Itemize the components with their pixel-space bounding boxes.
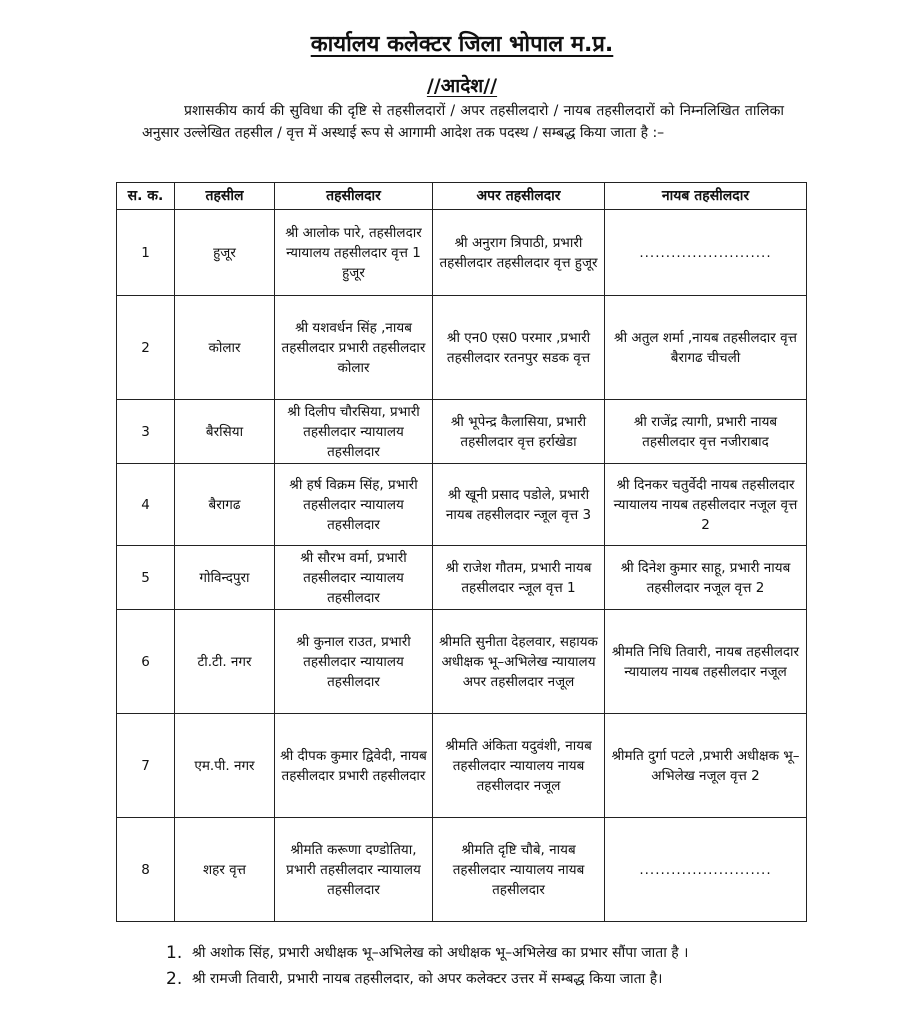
- table-row: [117, 714, 807, 818]
- serial-cell: 4: [117, 464, 175, 546]
- tehsildar-cell: श्री कुनाल राउत, प्रभारी तहसीलदार न्यायालय तहसीलदार: [275, 610, 433, 714]
- apar-tehsildar-cell: श्री खूनी प्रसाद पडोले, प्रभारी नायब तहसीलदार न्जूल वृत्त 3: [433, 464, 605, 546]
- apar-tehsildar-cell: श्री अनुराग त्रिपाठी, प्रभारी तहसीलदार तहसीलदार वृत्त हुजूर: [433, 210, 605, 296]
- header-serial: स. क.: [117, 183, 175, 210]
- tehsil-cell: एम.पी. नगर: [175, 714, 275, 818]
- nayab-tehsildar-cell: श्री दिनेश कुमार साहू, प्रभारी नायब तहसीलदार नजूल वृत्त 2: [605, 546, 807, 610]
- apar-tehsildar-cell: श्रीमति सुनीता देहलवार, सहायक अधीक्षक भू–अभिलेख न्यायालय अपर तहसीलदार नजूल: [433, 610, 605, 714]
- nayab-tehsildar-cell: श्री अतुल शर्मा ,नायब तहसीलदार वृत्त बैरागढ चीचली: [605, 296, 807, 400]
- nayab-tehsildar-cell: श्रीमति निधि तिवारी, नायब तहसीलदार न्यायालय नायब तहसीलदार नजूल: [605, 610, 807, 714]
- table-row: [117, 464, 807, 546]
- serial-cell: 3: [117, 400, 175, 464]
- tehsildar-cell: श्री दीपक कुमार द्विवेदी, नायब तहसीलदार प्रभारी तहसीलदार: [275, 714, 433, 818]
- tehsildar-cell: श्री हर्ष विक्रम सिंह, प्रभारी तहसीलदार न्यायालय तहसीलदार: [275, 464, 433, 546]
- tehsil-cell: गोविन्दपुरा: [175, 546, 275, 610]
- nayab-tehsildar-cell: श्री दिनकर चतुर्वेदी नायब तहसीलदार न्यायालय नायब तहसीलदार नजूल वृत्त 2: [605, 464, 807, 546]
- table-row: [117, 610, 807, 714]
- apar-tehsildar-cell: श्रीमति दृष्टि चौबे, नायब तहसीलदार न्यायालय नायब तहसीलदार: [433, 818, 605, 922]
- serial-cell: 6: [117, 610, 175, 714]
- table-header-row: [117, 183, 807, 210]
- nayab-tehsildar-cell: श्रीमति दुर्गा पटले ,प्रभारी अधीक्षक भू–अभिलेख नजूल वृत्त 2: [605, 714, 807, 818]
- apar-tehsildar-cell: श्रीमति अंकिता यदुवंशी, नायब तहसीलदार न्यायालय नायब तहसीलदार नजूल: [433, 714, 605, 818]
- serial-cell: 7: [117, 714, 175, 818]
- office-title: कार्यालय कलेक्टर जिला भोपाल म.प्र.: [310, 32, 614, 57]
- order-heading: //आदेश//: [426, 75, 498, 97]
- table-row: [117, 818, 807, 922]
- serial-cell: 8: [117, 818, 175, 922]
- table-row: [117, 210, 807, 296]
- nayab-tehsildar-cell: श्री राजेंद्र त्यागी, प्रभारी नायब तहसीलदार वृत्त नजीराबाद: [605, 400, 807, 464]
- note-text: श्री अशोक सिंह, प्रभारी अधीक्षक भू–अभिलेख को अधीक्षक भू–अभिलेख का प्रभार सौंपा जाता है ।: [192, 945, 689, 961]
- tehsil-cell: बैरागढ: [175, 464, 275, 546]
- header-tehsildar: तहसीलदार: [275, 183, 433, 210]
- note-text: श्री रामजी तिवारी, प्रभारी नायब तहसीलदार, को अपर कलेक्टर उत्तर में सम्बद्ध किया जाता है।: [192, 971, 663, 987]
- notes-list: [150, 942, 790, 994]
- note-number: 2.: [166, 969, 183, 989]
- nayab-tehsildar-cell: .........................: [605, 210, 807, 296]
- apar-tehsildar-cell: श्री राजेश गौतम, प्रभारी नायब तहसीलदार न्जूल वृत्त 1: [433, 546, 605, 610]
- allocation-table: [116, 182, 807, 922]
- tehsil-cell: शहर वृत्त: [175, 818, 275, 922]
- tehsildar-cell: श्री यशवर्धन सिंह ,नायब तहसीलदार प्रभारी तहसीलदार कोलार: [275, 296, 433, 400]
- apar-tehsildar-cell: श्री एन0 एस0 परमार ,प्रभारी तहसीलदार रतनपुर सडक वृत्त: [433, 296, 605, 400]
- intro-paragraph: प्रशासकीय कार्य की सुविधा की दृष्टि से तहसीलदारों / अपर तहसीलदारो / नायब तहसीलदारों को निम्नलिखित तालिका अनुसार उल्लेखित तहसील / वृत्त में अस्थाई रूप से आगामी आदेश तक पदस्थ / सम्बद्ध किया जाता है :–: [142, 103, 784, 141]
- tehsildar-cell: श्री आलोक पारे, तहसीलदार न्यायालय तहसीलदार वृत्त 1 हुजूर: [275, 210, 433, 296]
- tehsil-cell: बैरसिया: [175, 400, 275, 464]
- note-item: [150, 968, 790, 990]
- table-row: [117, 400, 807, 464]
- tehsildar-cell: श्री सौरभ वर्मा, प्रभारी तहसीलदार न्यायालय तहसीलदार: [275, 546, 433, 610]
- table-row: [117, 296, 807, 400]
- tehsildar-cell: श्रीमति करूणा दण्डोतिया, प्रभारी तहसीलदार न्यायालय तहसीलदार: [275, 818, 433, 922]
- tehsil-cell: हुजूर: [175, 210, 275, 296]
- note-item: [150, 942, 790, 964]
- note-number: 1.: [166, 943, 183, 963]
- table-row: [117, 546, 807, 610]
- tehsildar-cell: श्री दिलीप चौरसिया, प्रभारी तहसीलदार न्यायालय तहसीलदार: [275, 400, 433, 464]
- serial-cell: 1: [117, 210, 175, 296]
- header-nayab-tehsildar: नायब तहसीलदार: [605, 183, 807, 210]
- nayab-tehsildar-cell: .........................: [605, 818, 807, 922]
- header-tehsil: तहसील: [175, 183, 275, 210]
- header-apar-tehsildar: अपर तहसीलदार: [433, 183, 605, 210]
- tehsil-cell: टी.टी. नगर: [175, 610, 275, 714]
- serial-cell: 2: [117, 296, 175, 400]
- apar-tehsildar-cell: श्री भूपेन्द्र कैलासिया, प्रभारी तहसीलदार वृत्त हर्राखेडा: [433, 400, 605, 464]
- tehsil-cell: कोलार: [175, 296, 275, 400]
- serial-cell: 5: [117, 546, 175, 610]
